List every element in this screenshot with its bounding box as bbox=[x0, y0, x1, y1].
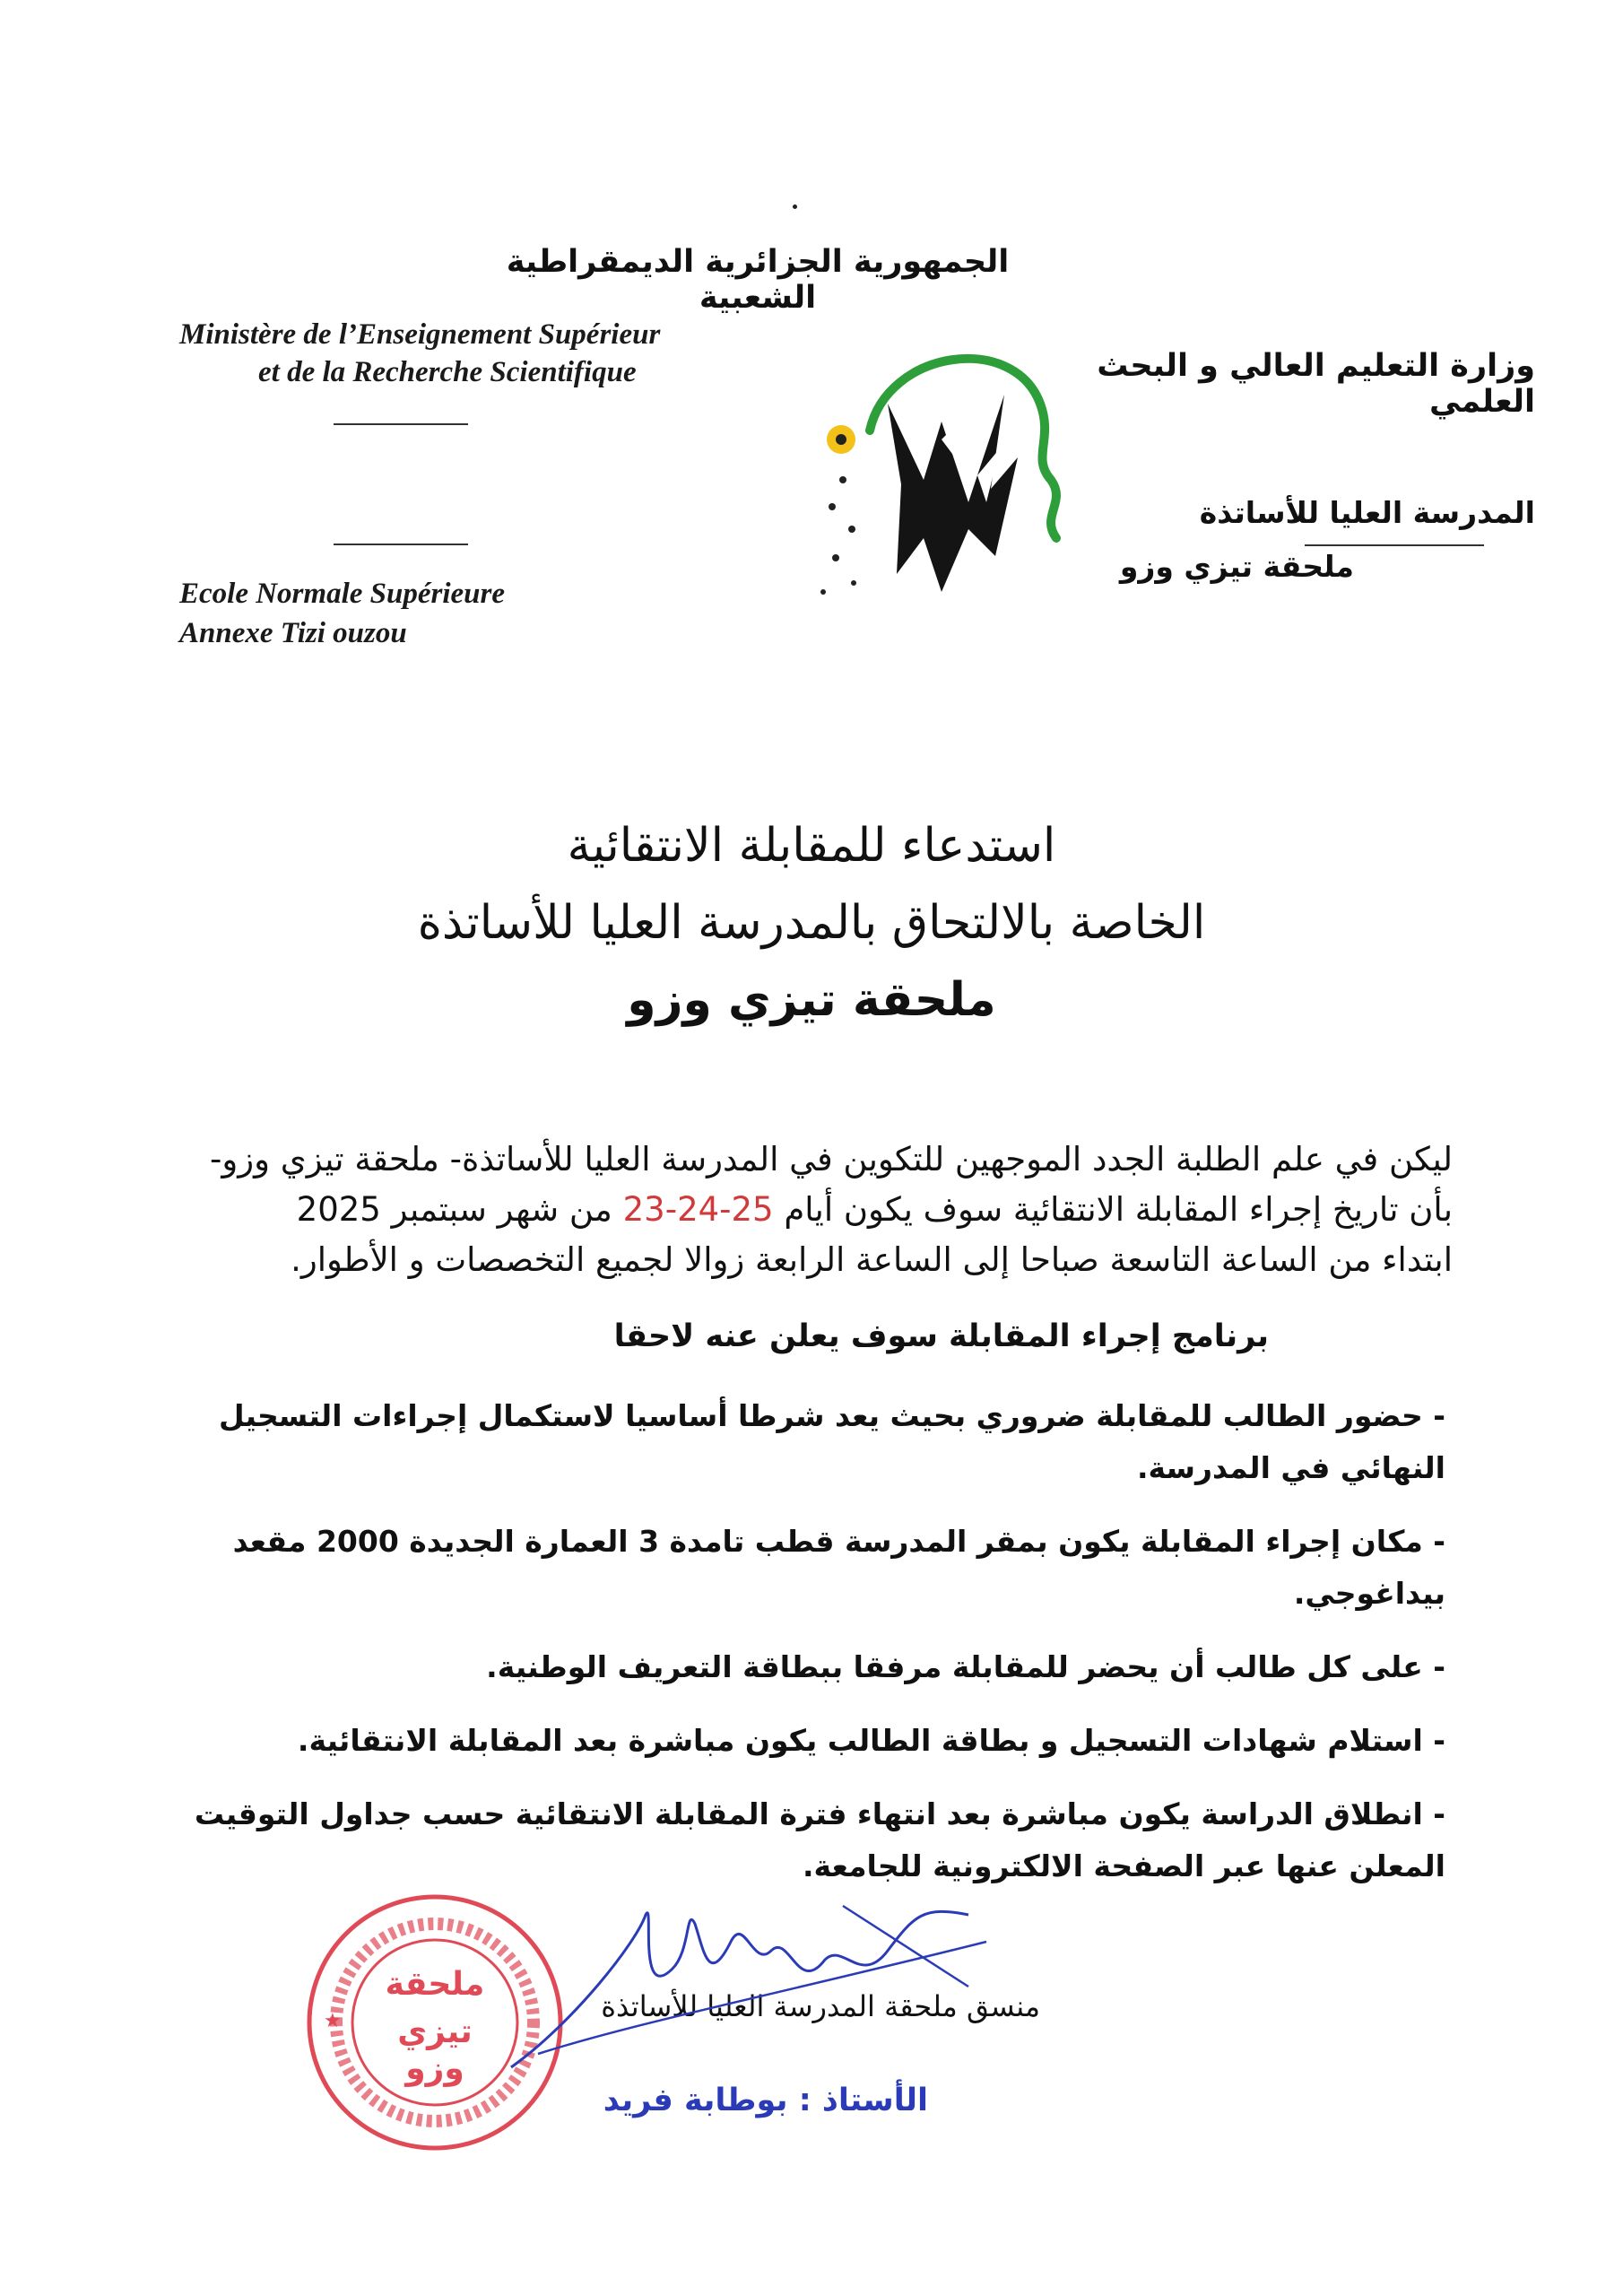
divider bbox=[1305, 544, 1484, 546]
paragraph-line-3: ابتداء من الساعة التاسعة صباحا إلى الساعة الرابعة زوالا لجميع التخصصات و الأطوار. bbox=[291, 1240, 1453, 1279]
stamp-text-1: ملحقة bbox=[385, 1966, 485, 2003]
list-item: - حضور الطالب للمقابلة ضروري بحيث يعد شرطا أساسيا لاستكمال إجراءات التسجيل النهائي في المدرسة. bbox=[219, 1398, 1445, 1485]
stamp-text-2: تيزي وزو bbox=[397, 2013, 473, 2087]
divider bbox=[334, 544, 468, 545]
republic-title: الجمهورية الجزائرية الديمقراطية الشعبية bbox=[506, 244, 1010, 316]
divider bbox=[334, 423, 468, 425]
announcement-paragraph bbox=[126, 1135, 1453, 1285]
ministry-fr-line2: et de la Recherche Scientifique bbox=[258, 356, 637, 388]
ministry-fr-line1: Ministère de l’Enseignement Supérieur bbox=[179, 318, 661, 351]
annex-ar: ملحقة تيزي وزو bbox=[1119, 549, 1354, 584]
paragraph-line-1: ليكن في علم الطلبة الجدد الموجهين للتكوين في المدرسة العليا للأساتذة- ملحقة تيزي وزو- bbox=[210, 1140, 1453, 1178]
instructions-list bbox=[172, 1390, 1445, 1914]
list-item: - استلام شهادات التسجيل و بطاقة الطالب يكون مباشرة بعد المقابلة الانتقائية. bbox=[297, 1723, 1445, 1758]
professor-name: الأستاذ : بوطابة فريد bbox=[603, 2083, 928, 2118]
paragraph-line-2-start: بأن تاريخ إجراء المقابلة الانتقائية سوف يكون أيام bbox=[773, 1190, 1453, 1229]
list-item: - انطلاق الدراسة يكون مباشرة بعد انتهاء فترة المقابلة الانتقائية حسب جداول التوقيت المعلن عنها عبر الصفحة الالكترونية للجامعة. bbox=[194, 1796, 1445, 1883]
title-line-1: استدعاء للمقابلة الانتقائية bbox=[567, 819, 1056, 873]
top-dot bbox=[793, 204, 797, 209]
list-item: - مكان إجراء المقابلة يكون بمقر المدرسة قطب تامدة 3 العمارة الجديدة 2000 مقعد بيداغوجي. bbox=[232, 1524, 1445, 1611]
school-fr-line2: Annexe Tizi ouzou bbox=[179, 617, 407, 649]
coordinator-title: منسق ملحقة المدرسة العليا للأساتذة bbox=[601, 1989, 1040, 2023]
paragraph-line-2 bbox=[126, 1185, 1453, 1235]
school-ar: المدرسة العليا للأساتذة bbox=[1199, 495, 1535, 530]
university-logo bbox=[789, 323, 1076, 628]
school-fr bbox=[179, 574, 681, 653]
paragraph-line-2-end: من شهر سبتمبر 2025 bbox=[296, 1190, 623, 1229]
ministry-ar: وزارة التعليم العالي و البحث العلمي bbox=[1097, 348, 1535, 420]
interview-dates: 23-24-25 bbox=[622, 1190, 774, 1229]
title-line-3: ملحقة تيزي وزو bbox=[627, 973, 996, 1027]
title-line-2: الخاصة بالالتحاق بالمدرسة العليا للأساتذة bbox=[417, 896, 1206, 950]
program-note: برنامج إجراء المقابلة سوف يعلن عنه لاحقا bbox=[613, 1318, 1269, 1354]
svg-text:★: ★ bbox=[324, 2010, 342, 2032]
ministry-fr bbox=[179, 316, 735, 391]
list-item: - على كل طالب أن يحضر للمقابلة مرفقا ببطاقة التعريف الوطنية. bbox=[486, 1649, 1445, 1684]
document-title bbox=[269, 807, 1354, 1039]
school-fr-line1: Ecole Normale Supérieure bbox=[179, 578, 505, 610]
handwritten-signature bbox=[502, 1888, 1004, 2094]
